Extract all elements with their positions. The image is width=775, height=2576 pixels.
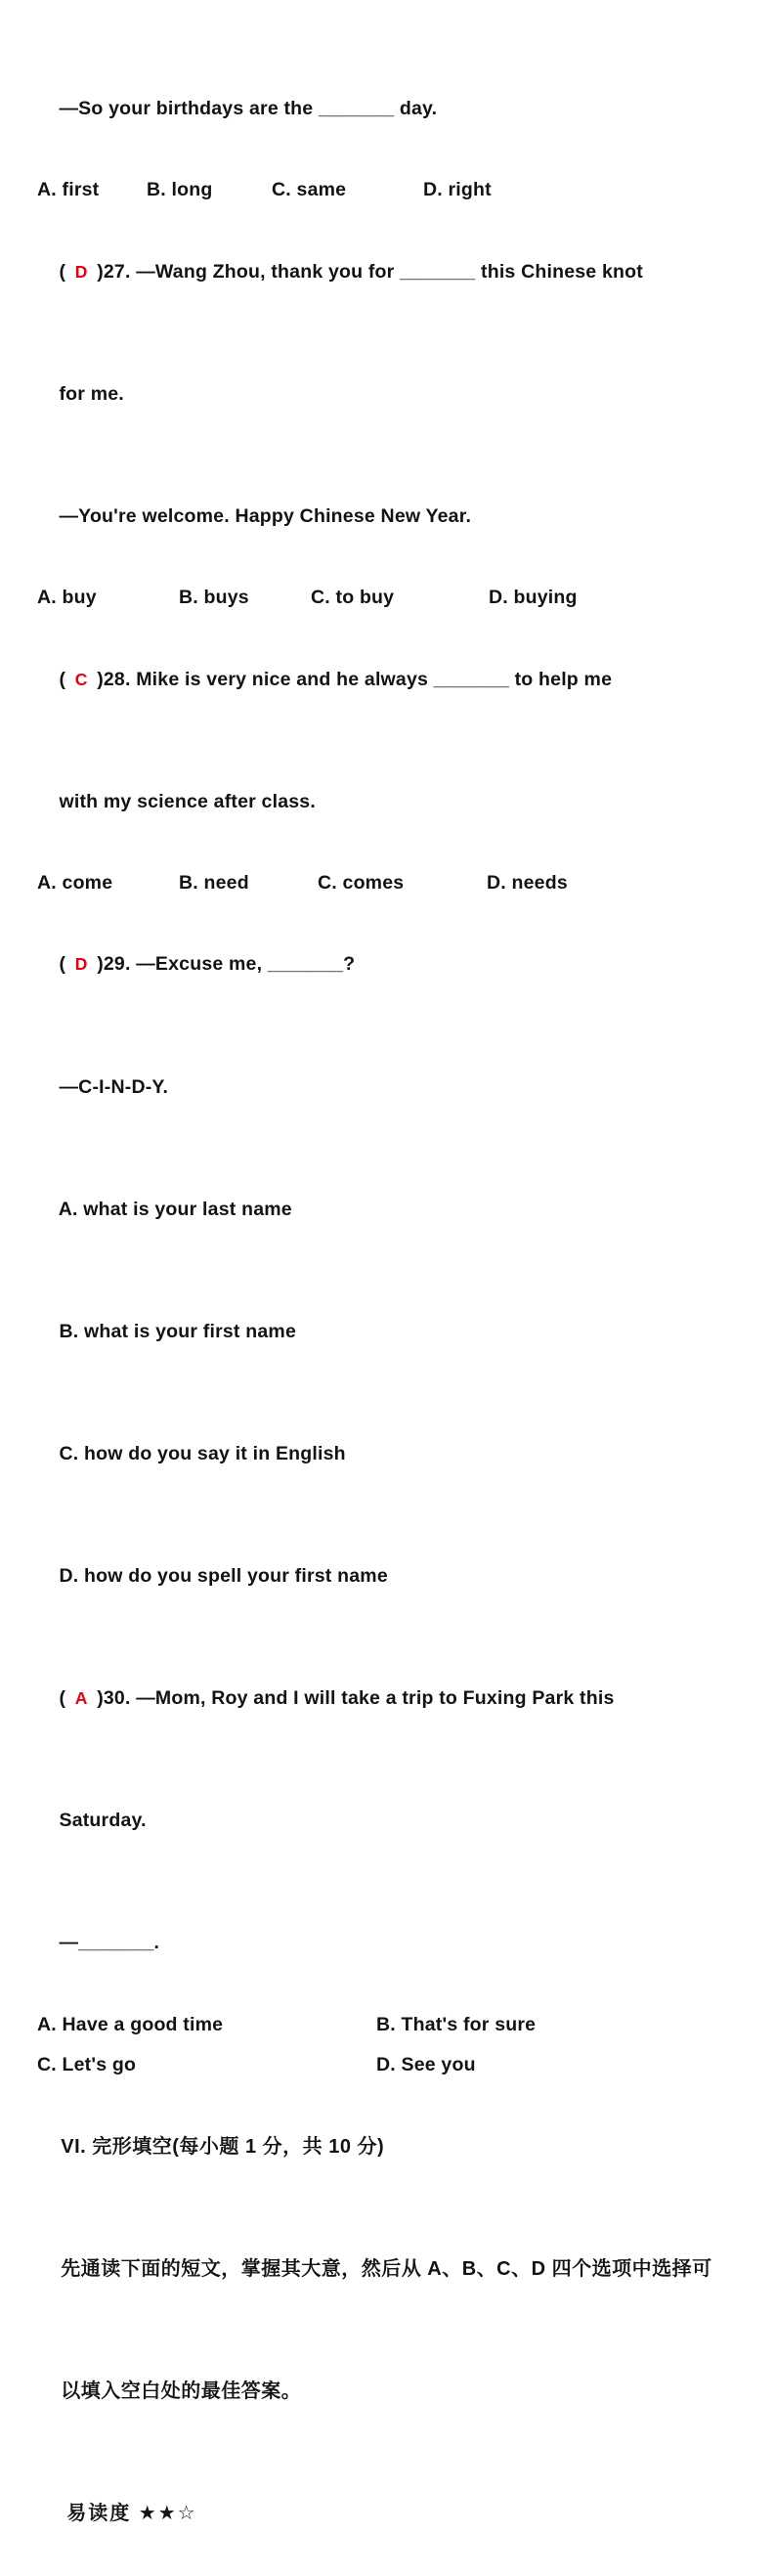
q29-dialog-line — [37, 1026, 748, 1149]
q30-stem-continuation — [37, 1761, 748, 1883]
cloze-instructions-line-2 — [37, 2331, 748, 2453]
q28-stem-line — [37, 619, 748, 741]
q26-dialog-line — [37, 48, 748, 170]
q30-options-row-1 — [37, 2005, 748, 2046]
q26-option-c: C. same — [272, 179, 347, 201]
q30-reply-blank-line — [37, 1883, 748, 2005]
q29-option-b: B. what is your first name — [59, 1320, 296, 1342]
q30-answer-letter: A — [74, 1688, 88, 1709]
q26-options-row — [37, 170, 748, 211]
q28-paren-open: ( — [59, 668, 66, 690]
q28-option-a: A. come — [37, 872, 113, 895]
readability-stars: 易读度 ★★☆ — [66, 2503, 197, 2525]
q28-stem-text-2: with my science after class. — [59, 790, 316, 812]
q28-option-b: B. need — [179, 872, 249, 895]
q30-option-a: A. Have a good time — [37, 2013, 224, 2035]
q27-stem-continuation — [37, 333, 748, 456]
q27-dialog-text: —You're welcome. Happy Chinese New Year. — [59, 504, 472, 527]
readability-rating-line — [37, 2453, 748, 2575]
q29-option-d-line — [37, 1515, 748, 1637]
q29-option-a: A. what is your last name — [58, 1198, 292, 1220]
q28-answer-letter: C — [74, 669, 88, 689]
q30-stem-text-2: Saturday. — [59, 1810, 147, 1832]
cloze-instructions-line-1 — [37, 2208, 748, 2331]
q29-answer-letter: D — [74, 954, 88, 975]
q27-stem-text-2: for me. — [59, 382, 124, 405]
q30-options-row-2 — [37, 2045, 748, 2086]
q27-stem-text: )27. —Wang Zhou, thank you for _______ this Chinese knot — [97, 260, 643, 283]
q30-stem-text: )30. —Mom, Roy and I will take a trip to Fuxing Park this — [97, 1687, 615, 1710]
section-header-text: VI. 完形填空(每小题 1 分，共 10 分) — [61, 2135, 385, 2158]
q30-reply-blank: —_______. — [59, 1932, 160, 1954]
q30-option-d: D. See you — [376, 2054, 476, 2076]
q29-option-c-line — [37, 1393, 748, 1515]
q27-dialog-line — [37, 456, 748, 578]
q29-paren-open: ( — [59, 953, 66, 976]
q27-paren-open: ( — [59, 260, 66, 283]
q29-option-c: C. how do you say it in English — [59, 1442, 346, 1464]
cloze-instructions-text-2: 以填入空白处的最佳答案。 — [61, 2380, 302, 2403]
q27-option-c: C. to buy — [311, 587, 395, 609]
q26-option-b: B. long — [147, 179, 213, 201]
q28-options-row — [37, 863, 748, 904]
q27-option-d: D. buying — [489, 587, 578, 609]
q28-stem-continuation — [37, 741, 748, 863]
q30-option-c: C. Let's go — [37, 2054, 137, 2076]
q28-option-d: D. needs — [487, 872, 568, 895]
q27-answer-letter: D — [74, 261, 88, 282]
q28-stem-text: )28. Mike is very nice and he always _______ to help me — [97, 668, 613, 690]
q28-option-c: C. comes — [318, 872, 405, 895]
q29-stem-line — [37, 904, 748, 1026]
q27-stem-line — [37, 211, 748, 333]
q26-option-d: D. right — [423, 179, 492, 201]
q29-option-b-line — [37, 1271, 748, 1393]
q26-dialog-text: —So your birthdays are the _______ day. — [59, 97, 438, 119]
q27-options-row — [37, 578, 748, 619]
q26-option-a: A. first — [37, 179, 100, 201]
q27-option-a: A. buy — [37, 587, 97, 609]
q30-paren-open: ( — [59, 1687, 66, 1710]
q29-option-d: D. how do you spell your first name — [59, 1565, 388, 1588]
q29-option-a-line — [37, 1149, 748, 1271]
q29-stem-text: )29. —Excuse me, _______? — [97, 953, 356, 976]
q30-option-b: B. That's for sure — [376, 2013, 537, 2035]
q29-dialog-text: —C-I-N-D-Y. — [59, 1075, 169, 1098]
section-header-cloze — [37, 2086, 748, 2208]
cloze-instructions-text-1: 先通读下面的短文，掌握其大意，然后从 A、B、C、D 四个选项中选择可 — [61, 2257, 712, 2280]
q30-stem-line — [37, 1637, 748, 1760]
q27-option-b: B. buys — [179, 587, 249, 609]
